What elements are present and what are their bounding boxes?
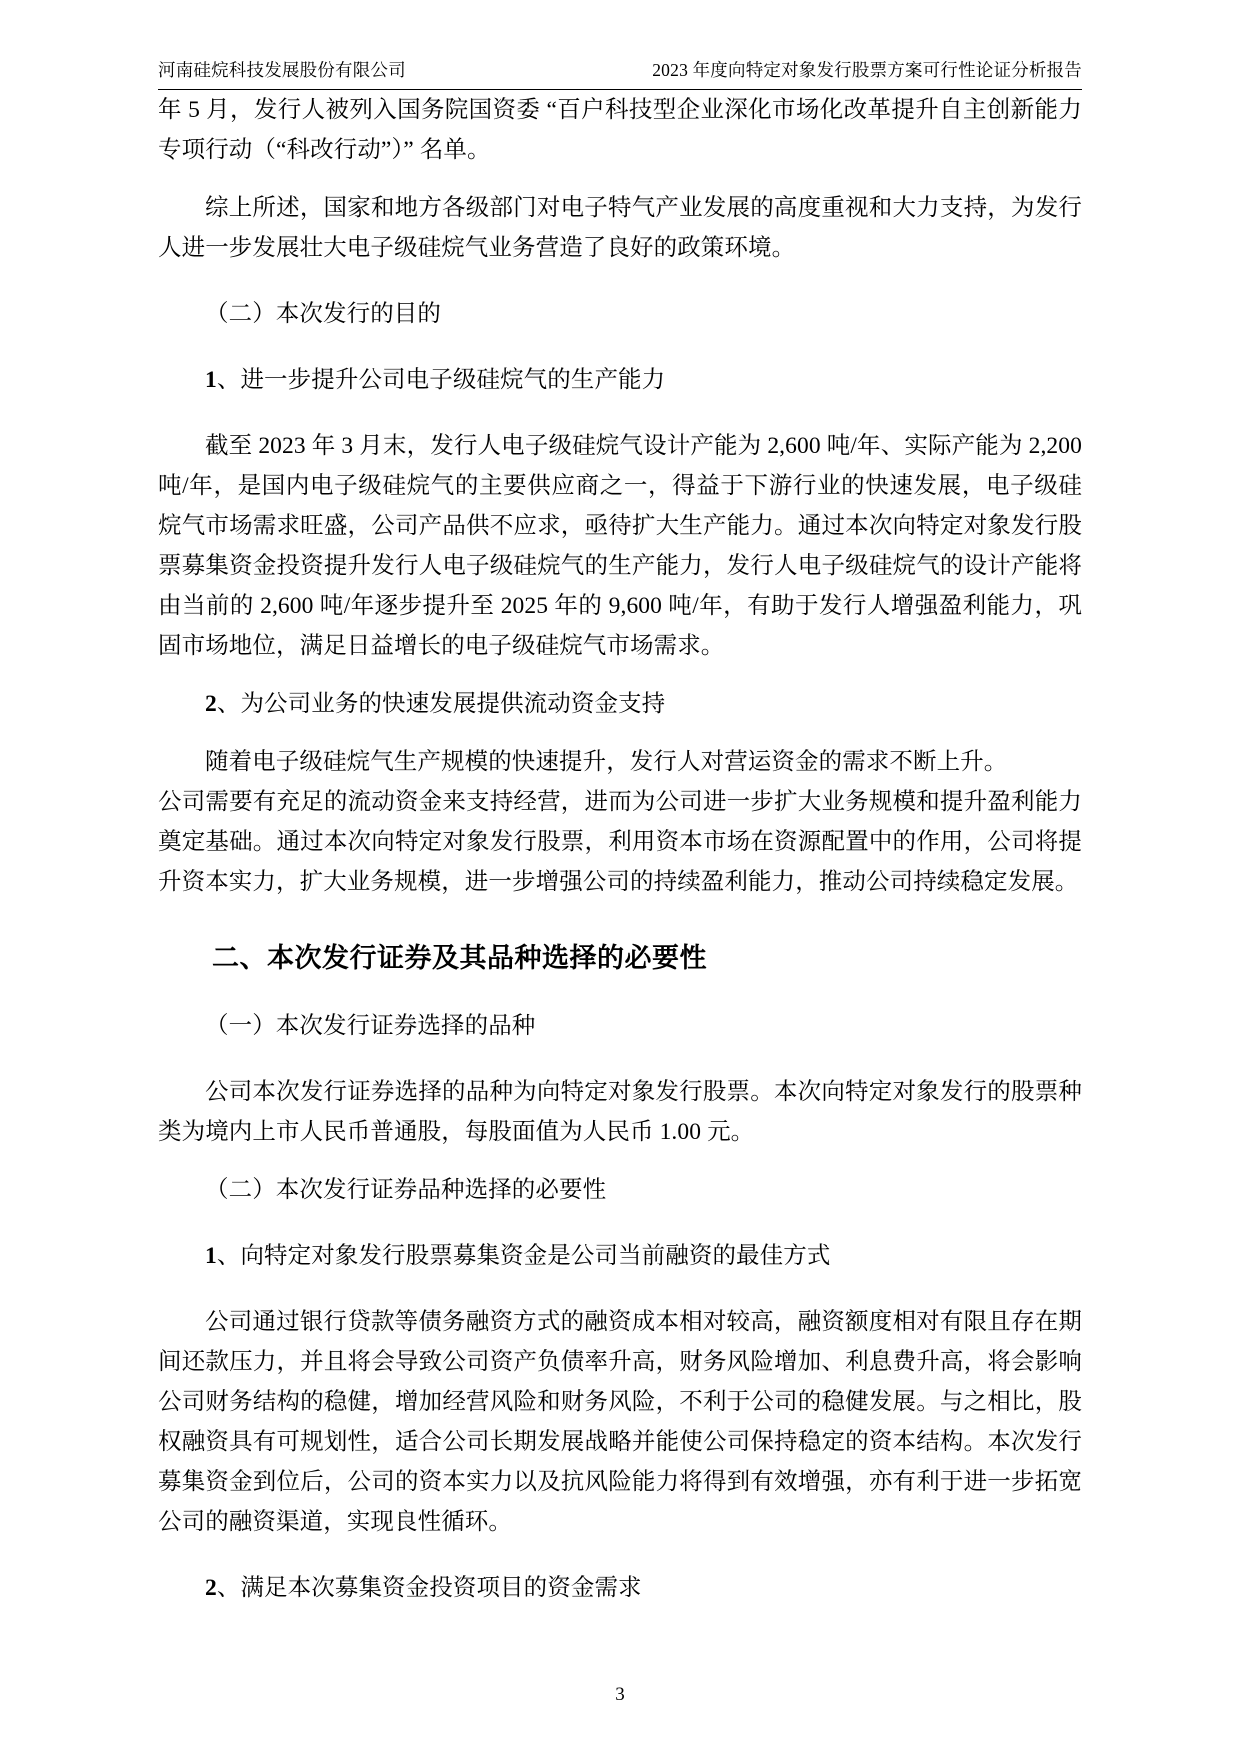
- heading-capacity-label: 、进一步提升公司电子级硅烷气的生产能力: [216, 366, 666, 393]
- paragraph-capacity: 截至 2023 年 3 月末，发行人电子级硅烷气设计产能为 2,600 吨/年、实际产能为 2,200 吨/年，是国内电子级硅烷气的主要供应商之一，得益于下游行业的快速发展，电子级硅烷气市场需求旺盛，公司产品供不应求，亟待扩大生产能力。通过本次向特定对象发行股票募集资金投资提升发行人电子级硅烷气的生产能力，发行人电子级硅烷气的设计产能将由当前的 2,600 吨/年逐步提升至 2025 年的 9,600 吨/年，有助于发行人增强盈利能力，巩固市场地位，满足日益增长的电子级硅烷气市场需求。: [158, 432, 1082, 659]
- heading-liquidity-number: 2: [205, 690, 217, 717]
- section-title-two: 二、本次发行证券及其品种选择的必要性: [212, 942, 707, 973]
- paragraph-continued: 年 5 月，发行人被列入国务院国资委 “百户科技型企业深化市场化改革提升自主创新能力专项行动（“科改行动”）” 名单。: [158, 96, 1082, 163]
- heading-capacity: [158, 360, 1082, 400]
- heading-purpose: （二）本次发行的目的: [205, 300, 441, 327]
- page-header: [158, 58, 1082, 83]
- heading-capacity-number: 1: [205, 366, 217, 393]
- page-content: [158, 58, 1082, 1608]
- heading-liquidity-label: 、为公司业务的快速发展提供流动资金支持: [216, 690, 666, 717]
- heading-best-method: [158, 1236, 1082, 1276]
- heading-best-label: 、向特定对象发行股票募集资金是公司当前融资的最佳方式: [216, 1242, 831, 1269]
- heading-necessity: （二）本次发行证券品种选择的必要性: [205, 1176, 607, 1203]
- heading-demand-label: 、满足本次募集资金投资项目的资金需求: [216, 1574, 642, 1601]
- heading-best-number: 1: [205, 1242, 217, 1269]
- heading-variety: （一）本次发行证券选择的品种: [205, 1012, 536, 1039]
- paragraph-liquidity-first: 随着电子级硅烷气生产规模的快速提升，发行人对营运资金的需求不断上升。: [205, 748, 1008, 775]
- body-text: [158, 90, 1082, 1608]
- paragraph-variety: 公司本次发行证券选择的品种为向特定对象发行股票。本次向特定对象发行的股票种类为境内上市人民币普通股，每股面值为人民币 1.00 元。: [158, 1078, 1082, 1145]
- paragraph-liquidity-second: 公司需要有充足的流动资金来支持经营，进而为公司进一步扩大业务规模和提升盈利能力奠定基础。通过本次向特定对象发行股票，利用资本市场在资源配置中的作用，公司将提升资本实力，扩大业务规模，进一步增强公司的持续盈利能力，推动公司持续稳定发展。: [158, 788, 1082, 895]
- header-document-title: 2023 年度向特定对象发行股票方案可行性论证分析报告: [652, 60, 1082, 80]
- heading-demand-number: 2: [205, 1574, 217, 1601]
- header-company-name: 河南硅烷科技发展股份有限公司: [158, 60, 406, 80]
- paragraph-best-method: 公司通过银行贷款等债务融资方式的融资成本相对较高，融资额度相对有限且存在期间还款压力，并且将会导致公司资产负债率升高，财务风险增加、利息费升高，将会影响公司财务结构的稳健，增加经营风险和财务风险，不利于公司的稳健发展。与之相比，股权融资具有可规划性，适合公司长期发展战略并能使公司保持稳定的资本结构。本次发行募集资金到位后，公司的资本实力以及抗风险能力将得到有效增强，亦有利于进一步拓宽公司的融资渠道，实现良性循环。: [158, 1308, 1082, 1535]
- heading-fund-demand: [158, 1568, 1082, 1608]
- heading-liquidity: [158, 684, 1082, 724]
- page-number: 3: [615, 1684, 625, 1705]
- paragraph-summary: 综上所述，国家和地方各级部门对电子特气产业发展的高度重视和大力支持，为发行人进一步发展壮大电子级硅烷气业务营造了良好的政策环境。: [158, 194, 1082, 261]
- page-footer: [0, 1684, 1240, 1706]
